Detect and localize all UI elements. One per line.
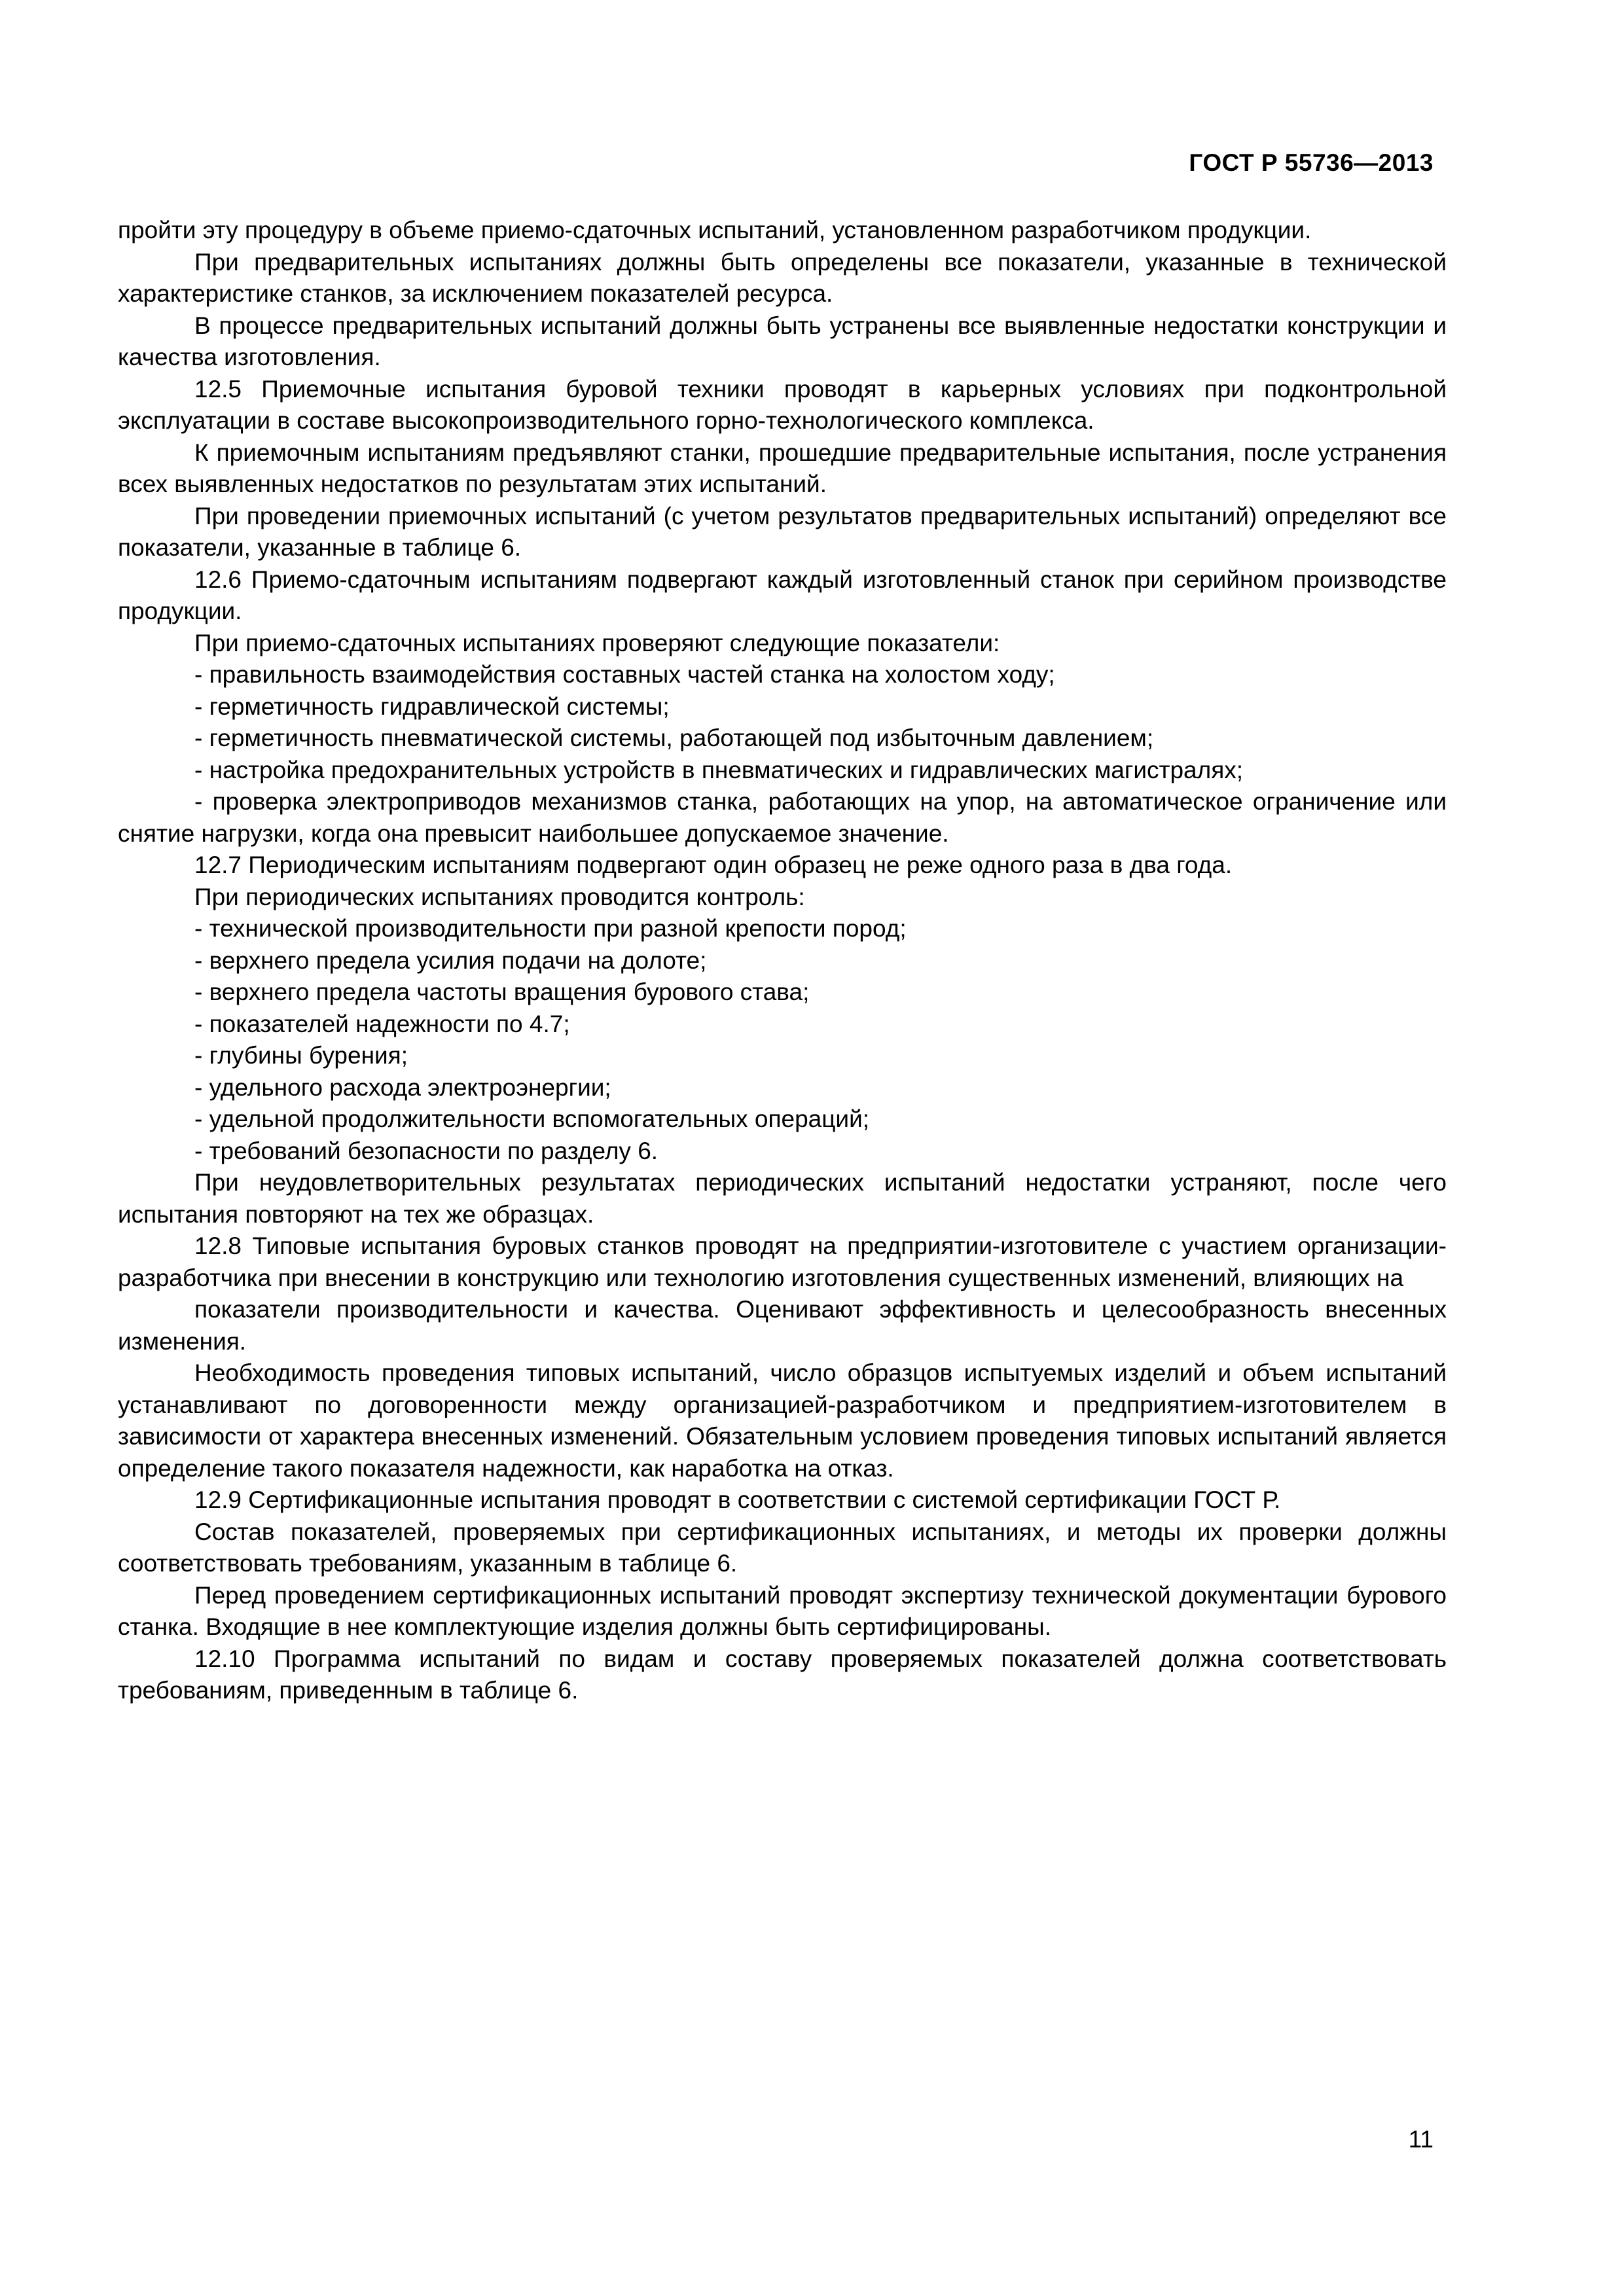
list-item: - верхнего предела частоты вращения бурового става; [194,978,810,1005]
list-item: - глубины бурения; [194,1042,408,1069]
paragraph: К приемочным испытаниям предъявляют станки, прошедшие предварительные испытания, после устранения всех выявленных недостатков по результатам этих испытаний. [118,439,1447,497]
paragraph: В процессе предварительных испытаний должны быть устранены все выявленные недостатки конструкции и качества изготовления. [118,312,1447,370]
list-item: - герметичность гидравлической системы; [194,692,670,720]
standard-header: ГОСТ Р 55736—2013 [1189,149,1434,176]
paragraph: При приемо-сдаточных испытаниях проверяют следующие показатели: [194,629,1000,656]
paragraph: пройти эту процедуру в объеме приемо-сдаточных испытаний, установленном разработчиком продукции. [118,217,1312,243]
paragraph: показатели производительности и качества. Оценивают эффективность и целесообразность внесенных изменения. [118,1296,1447,1355]
list-item: - показателей надежности по 4.7; [194,1010,570,1037]
list-item: - требований безопасности по разделу 6. [194,1137,659,1164]
document-body [118,215,1447,1707]
paragraph: При проведении приемочных испытаний (с учетом результатов предварительных испытаний) определяют все показатели, указанные в таблице 6. [118,502,1447,561]
list-item: - правильность взаимодействия составных частей станка на холостом ходу; [194,661,1055,688]
paragraph: 12.6 Приемо-сдаточным испытаниям подвергают каждый изготовленный станок при серийном производстве продукции. [118,565,1447,624]
paragraph: 12.8 Типовые испытания буровых станков проводят на предприятии-изготовителе с участием организации-разработчика при внесении в конструкцию или технологию изготовления существенных изменений, влияющих на [118,1232,1447,1291]
list-item: - удельной продолжительности вспомогательных операций; [194,1105,870,1132]
paragraph: 12.7 Периодическим испытаниям подвергают один образец не реже одного раза в два года. [194,852,1233,878]
list-item: - герметичность пневматической системы, работающей под избыточным давлением; [194,725,1154,751]
paragraph: Перед проведением сертификационных испытаний проводят экспертизу технической документации бурового станка. Входящие в нее комплектующие изделия должны быть сертифицированы. [118,1581,1447,1640]
paragraph: 12.5 Приемочные испытания буровой техники проводят в карьерных условиях при подконтрольной эксплуатации в составе высокопроизводительного горно-технологического комплекса. [118,375,1447,434]
paragraph: При неудовлетворительных результатах периодических испытаний недостатки устраняют, после чего испытания повторяют на тех же образцах. [118,1169,1447,1228]
paragraph: При периодических испытаниях проводится контроль: [194,883,805,910]
paragraph: При предварительных испытаниях должны быть определены все показатели, указанные в технической характеристике станков, за исключением показателей ресурса. [118,248,1447,307]
page-number: 11 [1408,2126,1434,2153]
list-item: - настройка предохранительных устройств в пневматических и гидравлических магистралях; [194,756,1244,783]
list-item: - удельного расхода электроэнергии; [194,1073,611,1101]
paragraph: 12.9 Сертификационные испытания проводят в соответствии с системой сертификации ГОСТ Р. [194,1486,1281,1513]
paragraph: 12.10 Программа испытаний по видам и составу проверяемых показателей должна соответствовать требованиям, приведенным в таблице 6. [118,1645,1447,1704]
paragraph: Необходимость проведения типовых испытаний, число образцов испытуемых изделий и объем испытаний устанавливают по договоренности между организацией-разработчиком и предприятием-изготовителем в зависимости от характера внесенных изменений. Обязательным условием проведения типовых испытаний является определение такого показателя надежности, как наработка на отказ. [118,1359,1447,1482]
list-item: - верхнего предела усилия подачи на долоте; [194,946,707,974]
list-item: - технической производительности при разной крепости пород; [194,915,907,942]
paragraph: Состав показателей, проверяемых при сертификационных испытаниях, и методы их проверки должны соответствовать требованиям, указанным в таблице 6. [118,1518,1447,1577]
list-item: - проверка электроприводов механизмов станка, работающих на упор, на автоматическое ограничение или снятие нагрузки, когда она превысит наибольшее допускаемое значение. [118,788,1447,847]
